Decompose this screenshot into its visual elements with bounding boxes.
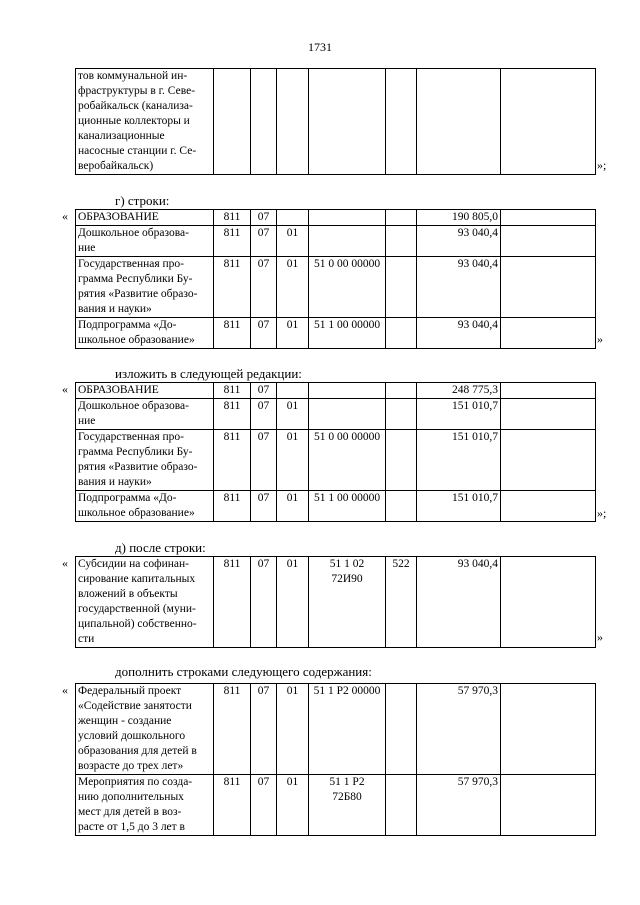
opening-quote-mark: « bbox=[62, 209, 68, 223]
cell-target-article: 51 1 P2 00000 bbox=[309, 684, 386, 775]
cell-ministry-code: 811 bbox=[214, 383, 251, 399]
cell-ministry-code: 811 bbox=[214, 684, 251, 775]
row-name: Дошкольное образова- ние bbox=[76, 226, 214, 257]
cell-target-article: 51 1 02 72И90 bbox=[309, 557, 386, 648]
cell-target-article: 51 0 00 00000 bbox=[309, 257, 386, 318]
closing-quote-mark: »; bbox=[597, 506, 607, 520]
cell-amount: 93 040,4 bbox=[417, 226, 501, 257]
cell-target-article bbox=[309, 69, 386, 175]
cell-expense-type bbox=[386, 399, 417, 430]
table-row bbox=[76, 430, 596, 491]
cell-extra bbox=[501, 69, 596, 175]
cell-ministry-code: 811 bbox=[214, 430, 251, 491]
cell-amount: 248 775,3 bbox=[417, 383, 501, 399]
cell-section: 07 bbox=[251, 684, 277, 775]
table-row bbox=[76, 226, 596, 257]
cell-subsection: 01 bbox=[277, 557, 309, 648]
cell-extra bbox=[501, 257, 596, 318]
row-name: ОБРАЗОВАНИЕ bbox=[76, 210, 214, 226]
cell-ministry-code: 811 bbox=[214, 257, 251, 318]
table-row bbox=[76, 491, 596, 522]
section-add-heading: дополнить строками следующего содержания: bbox=[115, 664, 372, 679]
cell-section: 07 bbox=[251, 383, 277, 399]
cell-subsection: 01 bbox=[277, 775, 309, 836]
cell-subsection bbox=[277, 210, 309, 226]
cell-amount: 190 805,0 bbox=[417, 210, 501, 226]
cell-section: 07 bbox=[251, 491, 277, 522]
cell-ministry-code: 811 bbox=[214, 491, 251, 522]
cell-section: 07 bbox=[251, 557, 277, 648]
cell-expense-type bbox=[386, 210, 417, 226]
cell-subsection bbox=[277, 69, 309, 175]
section-d-heading: д) после строки: bbox=[115, 540, 206, 555]
cell-subsection: 01 bbox=[277, 257, 309, 318]
cell-extra bbox=[501, 491, 596, 522]
closing-quote-mark: » bbox=[597, 332, 603, 346]
cell-subsection: 01 bbox=[277, 226, 309, 257]
closing-quote-mark: »; bbox=[597, 158, 607, 172]
cell-ministry-code: 811 bbox=[214, 557, 251, 648]
cell-target-article: 51 1 00 00000 bbox=[309, 318, 386, 349]
cell-ministry-code: 811 bbox=[214, 318, 251, 349]
row-name: тов коммунальной ин- фраструктуры в г. Севе- робайкальск (канализа- ционные коллекторы и канализационные насосные станции г. Се- веробайкальск) bbox=[76, 69, 214, 175]
cell-expense-type bbox=[386, 69, 417, 175]
cell-expense-type bbox=[386, 226, 417, 257]
cell-subsection: 01 bbox=[277, 430, 309, 491]
page-number: 1731 bbox=[308, 40, 332, 54]
cell-expense-type bbox=[386, 491, 417, 522]
cell-expense-type: 522 bbox=[386, 557, 417, 648]
cell-expense-type bbox=[386, 257, 417, 318]
row-name: Мероприятия по созда- нию дополнительных мест для детей в воз- расте от 1,5 до 3 лет в bbox=[76, 775, 214, 836]
cell-expense-type bbox=[386, 430, 417, 491]
cell-section: 07 bbox=[251, 399, 277, 430]
cell-amount: 151 010,7 bbox=[417, 491, 501, 522]
section-add-table bbox=[75, 683, 596, 836]
table-row bbox=[76, 775, 596, 836]
cell-amount: 57 970,3 bbox=[417, 775, 501, 836]
closing-quote-mark: » bbox=[597, 630, 603, 644]
cell-amount: 93 040,4 bbox=[417, 318, 501, 349]
row-name: Подпрограмма «До- школьное образование» bbox=[76, 318, 214, 349]
table-row bbox=[76, 257, 596, 318]
cell-ministry-code: 811 bbox=[214, 399, 251, 430]
row-name: Государственная про- грамма Республики Бу- рятия «Развитие образо- вания и науки» bbox=[76, 430, 214, 491]
cell-target-article bbox=[309, 210, 386, 226]
row-name: Государственная про- грамма Республики Бу- рятия «Развитие образо- вания и науки» bbox=[76, 257, 214, 318]
cell-target-article: 51 1 P2 72Б80 bbox=[309, 775, 386, 836]
cell-ministry-code: 811 bbox=[214, 210, 251, 226]
cell-section: 07 bbox=[251, 318, 277, 349]
table-row bbox=[76, 210, 596, 226]
cell-amount: 93 040,4 bbox=[417, 257, 501, 318]
row-name: Субсидии на софинан- сирование капитальных вложений в объекты государственной (муни- ципальной) собственно- сти bbox=[76, 557, 214, 648]
table-row bbox=[76, 318, 596, 349]
section-g-heading: г) строки: bbox=[115, 193, 170, 208]
cell-section: 07 bbox=[251, 210, 277, 226]
cell-target-article: 51 0 00 00000 bbox=[309, 430, 386, 491]
table-row bbox=[76, 383, 596, 399]
cell-extra bbox=[501, 318, 596, 349]
cell-extra bbox=[501, 430, 596, 491]
table-row bbox=[76, 684, 596, 775]
opening-quote-mark: « bbox=[62, 382, 68, 396]
section-replace-heading: изложить в следующей редакции: bbox=[115, 366, 302, 381]
cell-extra bbox=[501, 399, 596, 430]
table-row bbox=[76, 557, 596, 648]
cell-target-article bbox=[309, 399, 386, 430]
cell-subsection: 01 bbox=[277, 684, 309, 775]
cell-section: 07 bbox=[251, 226, 277, 257]
cell-subsection bbox=[277, 383, 309, 399]
opening-quote-mark: « bbox=[62, 556, 68, 570]
cell-target-article bbox=[309, 383, 386, 399]
section-g-table bbox=[75, 209, 596, 349]
cell-target-article bbox=[309, 226, 386, 257]
cell-amount bbox=[417, 69, 501, 175]
cell-extra bbox=[501, 383, 596, 399]
row-name: Подпрограмма «До- школьное образование» bbox=[76, 491, 214, 522]
cell-amount: 57 970,3 bbox=[417, 684, 501, 775]
cell-ministry-code: 811 bbox=[214, 226, 251, 257]
cell-section: 07 bbox=[251, 430, 277, 491]
continuation-table bbox=[75, 68, 596, 175]
cell-expense-type bbox=[386, 684, 417, 775]
cell-expense-type bbox=[386, 383, 417, 399]
cell-subsection: 01 bbox=[277, 491, 309, 522]
row-name: Федеральный проект «Содействие занятости женщин - создание условий дошкольного образования для детей в возрасте до трех лет» bbox=[76, 684, 214, 775]
table-row bbox=[76, 399, 596, 430]
cell-section: 07 bbox=[251, 257, 277, 318]
cell-amount: 151 010,7 bbox=[417, 430, 501, 491]
cell-amount: 151 010,7 bbox=[417, 399, 501, 430]
cell-section bbox=[251, 69, 277, 175]
cell-subsection: 01 bbox=[277, 318, 309, 349]
cell-amount: 93 040,4 bbox=[417, 557, 501, 648]
section-d-table bbox=[75, 556, 596, 648]
table-row bbox=[76, 69, 596, 175]
cell-expense-type bbox=[386, 318, 417, 349]
section-replace-table bbox=[75, 382, 596, 522]
cell-extra bbox=[501, 226, 596, 257]
row-name: Дошкольное образова- ние bbox=[76, 399, 214, 430]
cell-ministry-code bbox=[214, 69, 251, 175]
cell-section: 07 bbox=[251, 775, 277, 836]
cell-extra bbox=[501, 775, 596, 836]
opening-quote-mark: « bbox=[62, 683, 68, 697]
cell-subsection: 01 bbox=[277, 399, 309, 430]
row-name: ОБРАЗОВАНИЕ bbox=[76, 383, 214, 399]
cell-ministry-code: 811 bbox=[214, 775, 251, 836]
cell-extra bbox=[501, 557, 596, 648]
cell-extra bbox=[501, 684, 596, 775]
cell-extra bbox=[501, 210, 596, 226]
cell-expense-type bbox=[386, 775, 417, 836]
cell-target-article: 51 1 00 00000 bbox=[309, 491, 386, 522]
